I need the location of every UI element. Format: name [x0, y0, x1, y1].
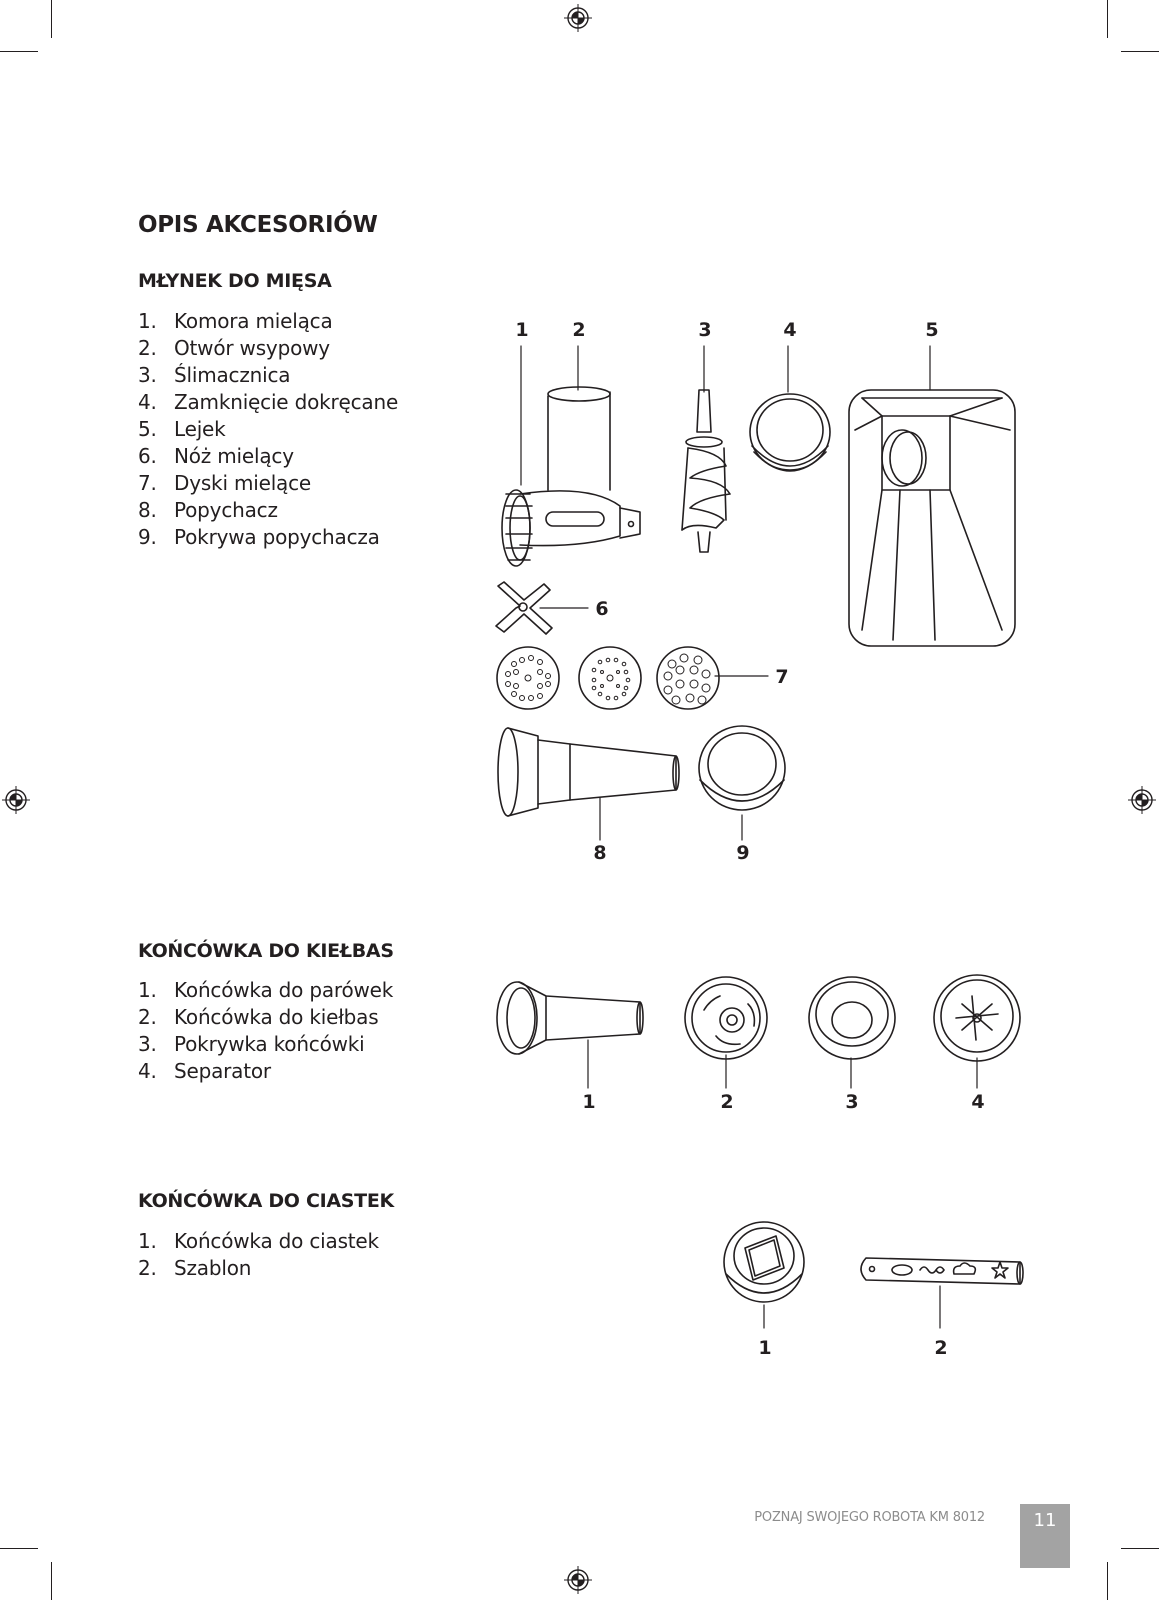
figure-label: 8	[593, 842, 607, 864]
list-item: 1. Końcówka do parówek	[138, 978, 394, 1002]
figure-label: 4	[783, 319, 797, 341]
figure-label: 4	[971, 1091, 985, 1113]
cookie-nozzle-icon	[724, 1222, 804, 1302]
list-item: 5. Lejek	[138, 417, 226, 441]
figure-label: 3	[698, 319, 712, 341]
running-title: POZNAJ SWOJEGO ROBOTA KM 8012	[754, 1510, 985, 1525]
section-heading-meat-grinder: MŁYNEK DO MIĘSA	[138, 270, 332, 292]
list-item: 8. Popychacz	[138, 498, 278, 522]
list-item: 1. Komora mieląca	[138, 309, 333, 333]
list-item: 7. Dyski mielące	[138, 471, 312, 495]
figure-label: 5	[925, 319, 939, 341]
figure-label: 9	[736, 842, 750, 864]
figure-label: 2	[720, 1091, 734, 1113]
page-number: 11	[1033, 1510, 1057, 1531]
list-item: 3. Pokrywka końcówki	[138, 1032, 365, 1056]
list-item: 2. Otwór wsypowy	[138, 336, 330, 360]
list-item: 4. Zamknięcie dokręcane	[138, 390, 399, 414]
list-item: 6. Nóż mielący	[138, 444, 294, 468]
list-item: 4. Separator	[138, 1059, 271, 1083]
list-item: 1. Końcówka do ciastek	[138, 1229, 379, 1253]
figure-label: 1	[582, 1091, 596, 1113]
list-item: 9. Pokrywa popychacza	[138, 525, 380, 549]
figure-label: 2	[934, 1337, 948, 1359]
figure-label: 3	[845, 1091, 859, 1113]
list-item: 2. Końcówka do kiełbas	[138, 1005, 379, 1029]
figure-label: 6	[595, 598, 609, 620]
list-item: 3. Ślimacznica	[138, 363, 291, 387]
figure-label: 1	[758, 1337, 772, 1359]
section-heading-sausage-attachment: KOŃCÓWKA DO KIEŁBAS	[138, 940, 394, 962]
page-title: OPIS AKCESORIÓW	[138, 212, 378, 238]
figure-label: 1	[515, 319, 529, 341]
figure-label: 7	[775, 666, 789, 688]
section-heading-cookie-attachment: KOŃCÓWKA DO CIASTEK	[138, 1190, 394, 1212]
figure-label: 2	[572, 319, 586, 341]
page-number-box	[1020, 1504, 1070, 1568]
cookie-template-icon	[861, 1258, 1023, 1284]
list-item: 2. Szablon	[138, 1256, 252, 1280]
